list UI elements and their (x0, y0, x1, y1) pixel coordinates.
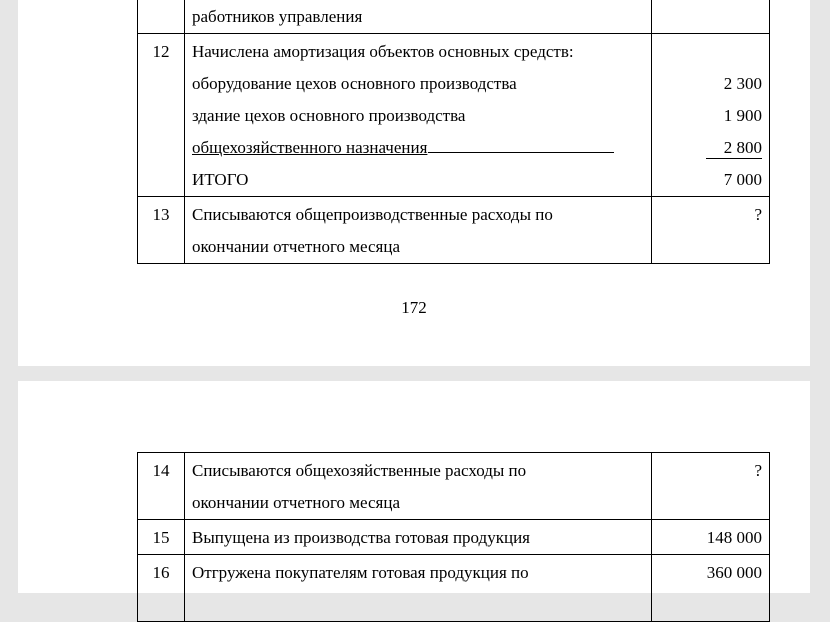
description-line: Начислена амортизация объектов основных средств: (192, 42, 574, 61)
total-label: ИТОГО (192, 170, 249, 189)
table-row (138, 453, 770, 520)
transactions-table (137, 0, 770, 264)
row-description (185, 453, 652, 520)
document-page-1 (18, 0, 810, 366)
description-line: здание цехов основного производства (192, 106, 466, 125)
row-description (185, 0, 652, 34)
row-description (185, 555, 652, 622)
amount-line: 360 000 (706, 563, 762, 582)
amount-value: 2 800 (706, 138, 762, 159)
amount-line: ? (754, 205, 762, 224)
amount-line-continued (652, 589, 769, 621)
row-number: 15 (138, 520, 185, 555)
row-description (185, 34, 652, 197)
table-row (138, 555, 770, 622)
row-amount (652, 453, 770, 520)
row-number (138, 0, 185, 34)
amount-line (652, 0, 769, 27)
description-line: Списываются общепроизводственные расходы по (192, 205, 553, 224)
amount-line (652, 231, 769, 263)
row-amount (652, 555, 770, 622)
row-number: 13 (138, 197, 185, 264)
row-number: 12 (138, 34, 185, 197)
table-row (138, 0, 770, 34)
total-amount: 7 000 (723, 170, 762, 189)
row-description (185, 520, 652, 555)
table-row (138, 197, 770, 264)
amount-line-underlined (652, 132, 769, 164)
table-row (138, 520, 770, 555)
row-number: 14 (138, 453, 185, 520)
description-line-underlined (185, 132, 651, 164)
description-line: Выпущена из производства готовая продукция (192, 528, 530, 547)
description-text: общехозяйственного назначения (192, 138, 428, 157)
row-amount (652, 197, 770, 264)
row-description (185, 197, 652, 264)
description-line: окончании отчетного месяца (192, 237, 400, 256)
amount-line (652, 36, 769, 68)
description-line: работников управления (192, 7, 363, 26)
description-line: оборудование цехов основного производства (192, 74, 517, 93)
page-number: 172 (401, 298, 427, 317)
amount-line: 1 900 (723, 106, 762, 125)
amount-line: 148 000 (706, 528, 762, 547)
amount-line (652, 487, 769, 519)
row-number: 16 (138, 555, 185, 622)
row-amount (652, 0, 770, 34)
row-amount (652, 520, 770, 555)
document-page-2 (18, 381, 810, 593)
description-line: Списываются общехозяйственные расходы по (192, 461, 527, 480)
transactions-table (137, 452, 770, 622)
description-line: окончании отчетного месяца (192, 493, 400, 512)
description-line: Отгружена покупателям готовая продукция по (192, 563, 529, 582)
table-row (138, 34, 770, 197)
amount-line: ? (754, 461, 762, 480)
row-amount (652, 34, 770, 197)
description-line-continued (185, 589, 651, 621)
amount-line: 2 300 (723, 74, 762, 93)
underline-rule (428, 132, 614, 153)
